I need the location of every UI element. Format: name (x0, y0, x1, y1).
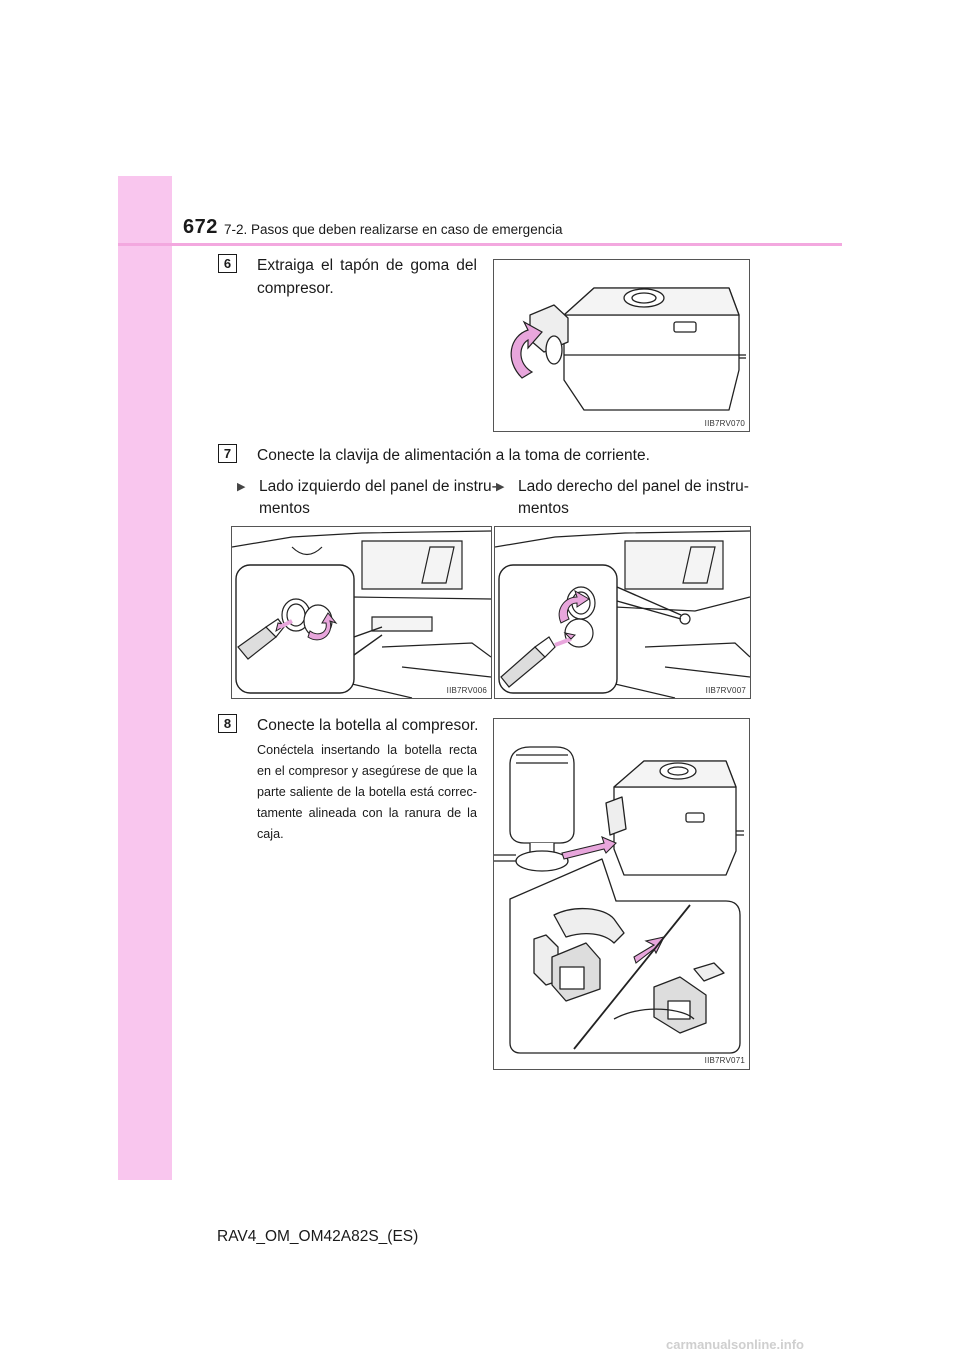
figure-code: IIB7RV006 (446, 686, 487, 695)
step-6-badge: 6 (218, 254, 237, 273)
figure-remove-rubber-cap (493, 259, 750, 432)
compressor-illustration (494, 260, 749, 431)
option-right-label: Lado derecho del panel de instru-mentos (518, 478, 749, 517)
step-6-text: Extraiga el tapón de goma del compresor. (257, 257, 477, 297)
figure-code: IIB7RV071 (704, 1056, 745, 1065)
figure-right-power-outlet (494, 526, 751, 699)
step-8-badge: 8 (218, 714, 237, 733)
step-8-note: Conéctela insertando la botella recta en el compresor y asegúrese de que la parte saliente de la botella está correc-tamente alineada con la ranura de la caja. (257, 743, 477, 841)
figure-left-power-outlet (231, 526, 492, 699)
step-7-text: Conecte la clavija de alimentación a la toma de corriente. (257, 447, 650, 464)
triangle-right-icon: ▶ (237, 481, 246, 493)
triangle-right-icon: ▶ (496, 481, 505, 493)
document-code: RAV4_OM_OM42A82S_(ES) (217, 1228, 419, 1245)
page-number: 672 (183, 216, 218, 238)
section-title: 7-2. Pasos que deben realizarse en caso de emergencia (224, 222, 563, 237)
figure-connect-bottle (493, 718, 750, 1070)
step-7-badge: 7 (218, 444, 237, 463)
option-right-panel (496, 476, 768, 520)
figure-code: IIB7RV070 (704, 419, 745, 428)
step-8-text: Conecte la botella al compresor. (257, 717, 479, 734)
bottle-compressor-illustration (494, 719, 749, 1069)
option-left-panel (237, 476, 499, 520)
right-outlet-illustration (495, 527, 750, 698)
side-tab-bar (118, 176, 172, 1180)
option-left-label: Lado izquierdo del panel de instru-mentos (259, 478, 497, 517)
header-divider (118, 243, 842, 246)
left-outlet-illustration (232, 527, 491, 698)
watermark: carmanualsonline.info (666, 1337, 804, 1352)
figure-code: IIB7RV007 (705, 686, 746, 695)
